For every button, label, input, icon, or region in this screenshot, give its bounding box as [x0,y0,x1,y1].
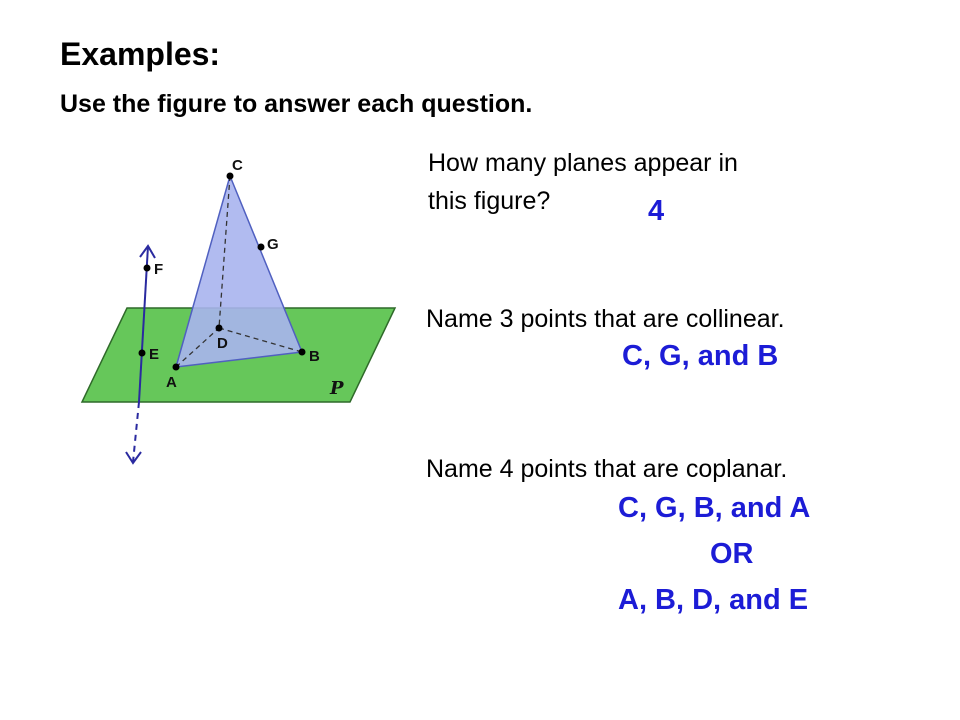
answer-1: 4 [648,195,665,227]
point-g [258,244,265,251]
slide-title: Examples: [60,36,221,72]
answer-3-line-1: C, G, B, and A [618,492,811,524]
label-g: G [267,236,279,253]
slide-subtitle: Use the figure to answer each question. [60,90,533,118]
answer-2: C, G, and B [622,340,779,372]
question-3: Name 4 points that are coplanar. [426,455,788,483]
pyramid-face [176,176,302,367]
point-f [144,265,151,272]
label-e: E [149,346,160,363]
label-d: D [217,335,228,352]
label-f: F [154,261,164,278]
answer-3-line-3: A, B, D, and E [618,584,809,616]
question-1-line-2: this figure? [428,187,551,215]
label-a: A [166,374,177,391]
point-e [139,350,146,357]
label-c: C [232,157,243,174]
point-a [173,364,180,371]
point-b [299,349,306,356]
label-plane-p: P [330,378,344,399]
question-2: Name 3 points that are collinear. [426,305,785,333]
point-d [216,325,223,332]
label-b: B [309,348,320,365]
answer-3-or: OR [710,538,754,570]
line-fe-hidden [133,402,139,462]
question-1-line-1: How many planes appear in [428,149,738,177]
